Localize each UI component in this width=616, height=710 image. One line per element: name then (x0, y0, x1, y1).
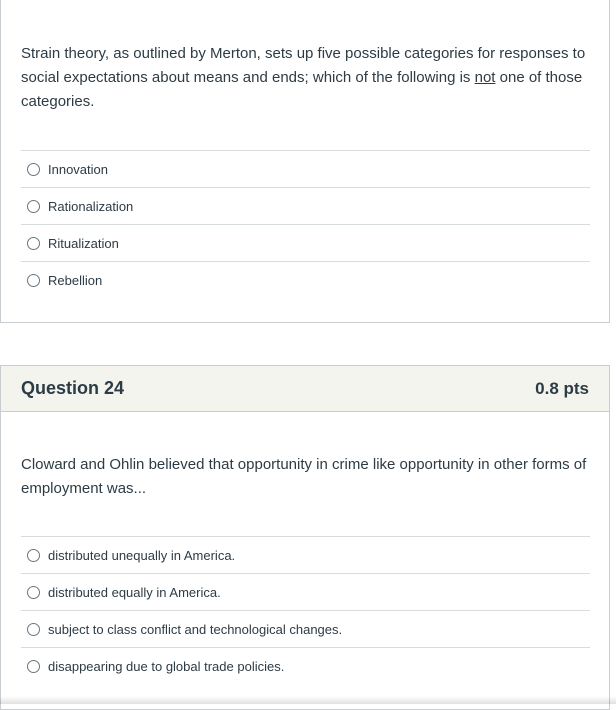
answer-option-innovation[interactable] (21, 150, 590, 187)
question-text-part: Strain theory, as outlined by Merton, sets up five possible categories for responses to social expectations about means and ends; which of the following is (21, 45, 586, 86)
answer-label: distributed unequally in America. (48, 547, 236, 563)
answer-option-ritualization[interactable] (21, 224, 590, 261)
radio-button[interactable] (27, 274, 40, 287)
answer-label: subject to class conflict and technological changes. (48, 621, 343, 637)
question-text-underlined: not (474, 69, 496, 86)
answer-list (21, 536, 590, 684)
answer-label: disappearing due to global trade policies. (48, 658, 285, 674)
radio-button[interactable] (27, 200, 40, 213)
bottom-shadow (0, 696, 616, 704)
answer-label: Rationalization (48, 198, 134, 214)
answer-option-rebellion[interactable] (21, 261, 590, 298)
radio-button[interactable] (27, 163, 40, 176)
radio-button[interactable] (27, 237, 40, 250)
question-24-card (0, 365, 610, 710)
question-points: 0.8 pts (535, 378, 589, 398)
answer-label: Rebellion (48, 272, 103, 288)
question-title: Question 24 (21, 378, 125, 398)
question-header (1, 366, 609, 412)
answer-option-class-conflict[interactable] (21, 610, 590, 647)
answer-option-disappearing[interactable] (21, 647, 590, 684)
question-text (21, 42, 589, 114)
radio-button[interactable] (27, 549, 40, 562)
answer-option-unequally[interactable] (21, 536, 590, 573)
answer-label: distributed equally in America. (48, 584, 221, 600)
radio-button[interactable] (27, 623, 40, 636)
answer-label: Innovation (48, 161, 108, 177)
radio-button[interactable] (27, 660, 40, 673)
question-text: Cloward and Ohlin believed that opportunity in crime like opportunity in other forms of employment was... (21, 456, 587, 497)
answer-list (21, 150, 590, 298)
question-text-part: one of those categories. (21, 69, 583, 110)
answer-label: Ritualization (48, 235, 119, 251)
radio-button[interactable] (27, 586, 40, 599)
answer-option-rationalization[interactable] (21, 187, 590, 224)
answer-option-equally[interactable] (21, 573, 590, 610)
question-23-card (0, 0, 610, 323)
